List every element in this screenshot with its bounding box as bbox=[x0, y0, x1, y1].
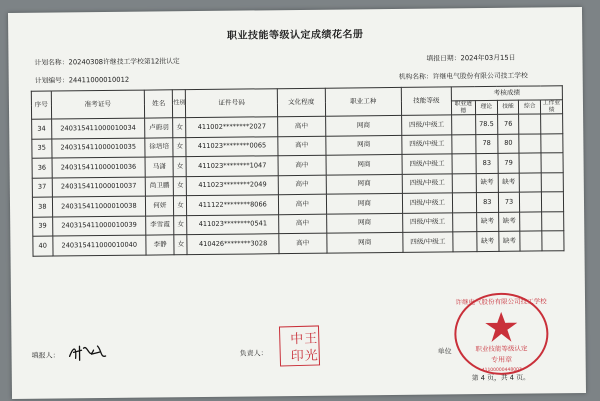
cell-moral bbox=[452, 173, 476, 193]
cell-level: 四级/中级工 bbox=[401, 115, 451, 135]
cell-theory: 缺考 bbox=[476, 173, 498, 193]
cell-theory: 78.5 bbox=[475, 114, 497, 134]
cell-trade: 网商 bbox=[326, 174, 402, 194]
cell-trade: 网商 bbox=[326, 193, 402, 213]
cell-ticket: 240315411000010037 bbox=[52, 177, 146, 197]
cell-gender: 女 bbox=[174, 176, 187, 196]
cell-education: 高中 bbox=[278, 194, 326, 214]
roster-document bbox=[8, 7, 586, 399]
cell-ticket: 240315411000010036 bbox=[52, 157, 146, 177]
cell-trade: 网商 bbox=[325, 115, 401, 135]
plan-number-value: 24411000010012 bbox=[68, 75, 130, 85]
cell-ticket: 240315411000010040 bbox=[52, 235, 146, 255]
svg-text:光: 光 bbox=[304, 348, 319, 364]
cell-level: 四级/中级工 bbox=[402, 154, 452, 174]
filler-label: 填报人： bbox=[31, 351, 60, 360]
cell-skill: 76 bbox=[497, 114, 519, 134]
cell-name: 徐培培 bbox=[145, 137, 173, 157]
cell-ticket: 240315411000010035 bbox=[51, 138, 145, 158]
cell-skill: 缺考 bbox=[498, 231, 520, 251]
cell-work bbox=[541, 172, 563, 192]
cell-seq: 36 bbox=[32, 158, 52, 178]
score-table bbox=[31, 85, 565, 256]
cell-ticket: 240315411000010038 bbox=[52, 196, 146, 216]
cell-work bbox=[542, 211, 564, 231]
cell-id: 411023********2049 bbox=[187, 175, 279, 195]
cell-id: 411023********1047 bbox=[186, 156, 278, 176]
cell-seq: 35 bbox=[32, 139, 52, 159]
organization-seal bbox=[451, 289, 552, 378]
svg-text:职业技能等级认定: 职业技能等级认定 bbox=[475, 344, 528, 354]
organization bbox=[399, 70, 528, 81]
cell-ticket: 240315411000010034 bbox=[51, 118, 145, 138]
header-overall: 综合 bbox=[519, 100, 541, 114]
cell-skill: 缺考 bbox=[498, 173, 520, 193]
cell-id: 411023********0541 bbox=[187, 214, 279, 234]
organization-value: 许继电气股份有限公司技工学校 bbox=[432, 71, 528, 81]
unit-label: 单位 bbox=[437, 347, 452, 356]
svg-text:专用章: 专用章 bbox=[491, 355, 513, 364]
cell-name: 卢蔚羽 bbox=[145, 118, 173, 138]
cell-seq: 40 bbox=[33, 236, 53, 256]
cell-skill: 73 bbox=[498, 192, 520, 212]
cell-trade: 网商 bbox=[327, 232, 403, 252]
cell-name: 李静 bbox=[146, 235, 174, 255]
cell-education: 高中 bbox=[278, 155, 326, 175]
cell-gender: 女 bbox=[174, 235, 187, 255]
cell-work bbox=[541, 153, 563, 173]
cell-id: 410426********3028 bbox=[187, 234, 279, 254]
cell-trade: 网商 bbox=[326, 213, 402, 233]
cell-overall bbox=[520, 192, 542, 212]
header-skill: 技能 bbox=[497, 100, 519, 114]
cell-seq: 37 bbox=[32, 178, 52, 198]
header-moral: 职业道德 bbox=[451, 101, 475, 115]
document-title: 职业技能等级认定成绩花名册 bbox=[226, 29, 364, 42]
cell-moral bbox=[452, 134, 476, 154]
cell-education: 高中 bbox=[277, 116, 325, 136]
cell-theory: 78 bbox=[476, 134, 498, 154]
cell-education: 高中 bbox=[279, 233, 327, 253]
fill-date bbox=[426, 52, 515, 63]
cell-moral bbox=[453, 212, 477, 232]
cell-skill: 80 bbox=[497, 134, 519, 154]
plan-name-label: 计划名称： bbox=[34, 58, 69, 67]
cell-level: 四级/中级工 bbox=[402, 134, 452, 154]
plan-name bbox=[34, 55, 179, 67]
cell-theory: 缺考 bbox=[477, 231, 499, 251]
cell-moral bbox=[452, 154, 476, 174]
cell-id: 411023********0065 bbox=[186, 136, 278, 156]
header-seq: 序号 bbox=[31, 91, 51, 119]
cell-moral bbox=[453, 232, 477, 252]
page-info: 第 4 页，共 4 页。 bbox=[471, 373, 530, 383]
header-name: 姓名 bbox=[144, 90, 173, 118]
cell-theory: 缺考 bbox=[476, 212, 498, 232]
cell-seq: 38 bbox=[32, 197, 52, 217]
cell-work bbox=[542, 192, 564, 212]
cell-work bbox=[541, 114, 563, 134]
cell-theory: 83 bbox=[476, 192, 498, 212]
plan-name-value: 20240308许继技工学校第12批认定 bbox=[68, 57, 180, 67]
cell-gender: 女 bbox=[173, 118, 186, 138]
header-trade: 职业工种 bbox=[325, 87, 401, 116]
fill-date-label: 填报日期： bbox=[426, 54, 461, 63]
cell-name: 尚卫鹏 bbox=[145, 176, 173, 196]
cell-education: 高中 bbox=[278, 214, 326, 234]
cell-skill: 缺考 bbox=[498, 212, 520, 232]
svg-text:王: 王 bbox=[304, 331, 318, 347]
cell-overall bbox=[519, 153, 541, 173]
cell-overall bbox=[519, 133, 541, 153]
cell-skill: 79 bbox=[498, 153, 520, 173]
cell-education: 高中 bbox=[278, 136, 326, 156]
cell-gender: 女 bbox=[173, 157, 186, 177]
cell-id: 411122********8066 bbox=[187, 195, 279, 215]
cell-name: 何妍 bbox=[146, 196, 174, 216]
svg-text:41100000448003: 41100000448003 bbox=[481, 367, 522, 374]
cell-gender: 女 bbox=[174, 196, 187, 216]
organization-label: 机构名称： bbox=[398, 72, 433, 81]
cell-ticket: 240315411000010039 bbox=[52, 216, 146, 236]
personal-seal bbox=[279, 325, 320, 366]
cell-moral bbox=[452, 115, 476, 135]
header-ticket: 准考证号 bbox=[51, 90, 145, 119]
cell-moral bbox=[452, 193, 476, 213]
cell-theory: 83 bbox=[476, 153, 498, 173]
cell-seq: 39 bbox=[33, 217, 53, 237]
header-education: 文化程度 bbox=[277, 88, 325, 116]
cell-level: 四级/中级工 bbox=[403, 232, 453, 252]
header-gender: 性别 bbox=[173, 90, 186, 118]
header-id: 证件号码 bbox=[186, 89, 278, 118]
header-theory: 理论 bbox=[475, 100, 497, 114]
plan-number bbox=[35, 74, 130, 85]
svg-text:许继电气股份有限公司技工学校: 许继电气股份有限公司技工学校 bbox=[455, 297, 547, 307]
header-level: 技能等级 bbox=[401, 87, 451, 116]
responsible-label: 负责人： bbox=[239, 349, 268, 358]
plan-number-label: 计划编号： bbox=[34, 76, 69, 85]
table-row bbox=[33, 231, 564, 256]
filler-signature bbox=[67, 342, 107, 364]
cell-work bbox=[542, 231, 564, 251]
svg-text:中: 中 bbox=[290, 331, 304, 348]
cell-name: 李雪霞 bbox=[146, 215, 174, 235]
cell-work bbox=[541, 133, 563, 153]
cell-name: 马潇 bbox=[145, 157, 173, 177]
cell-trade: 网商 bbox=[326, 135, 402, 155]
cell-education: 高中 bbox=[278, 175, 326, 195]
cell-trade: 网商 bbox=[326, 154, 402, 174]
cell-level: 四级/中级工 bbox=[403, 212, 453, 232]
cell-overall bbox=[520, 211, 542, 231]
cell-gender: 女 bbox=[174, 215, 187, 235]
cell-seq: 34 bbox=[32, 119, 52, 139]
cell-id: 411002********2027 bbox=[186, 117, 278, 137]
header-work: 工作业绩 bbox=[541, 100, 563, 114]
cell-gender: 女 bbox=[173, 137, 186, 157]
header-scores: 考核成绩 bbox=[451, 86, 562, 101]
svg-text:印: 印 bbox=[290, 348, 305, 365]
cell-overall bbox=[519, 114, 541, 134]
fill-date-value: 2024年03月15日 bbox=[460, 53, 516, 63]
cell-overall bbox=[520, 172, 542, 192]
cell-level: 四级/中级工 bbox=[402, 173, 452, 193]
cell-level: 四级/中级工 bbox=[402, 193, 452, 213]
cell-overall bbox=[520, 231, 542, 251]
